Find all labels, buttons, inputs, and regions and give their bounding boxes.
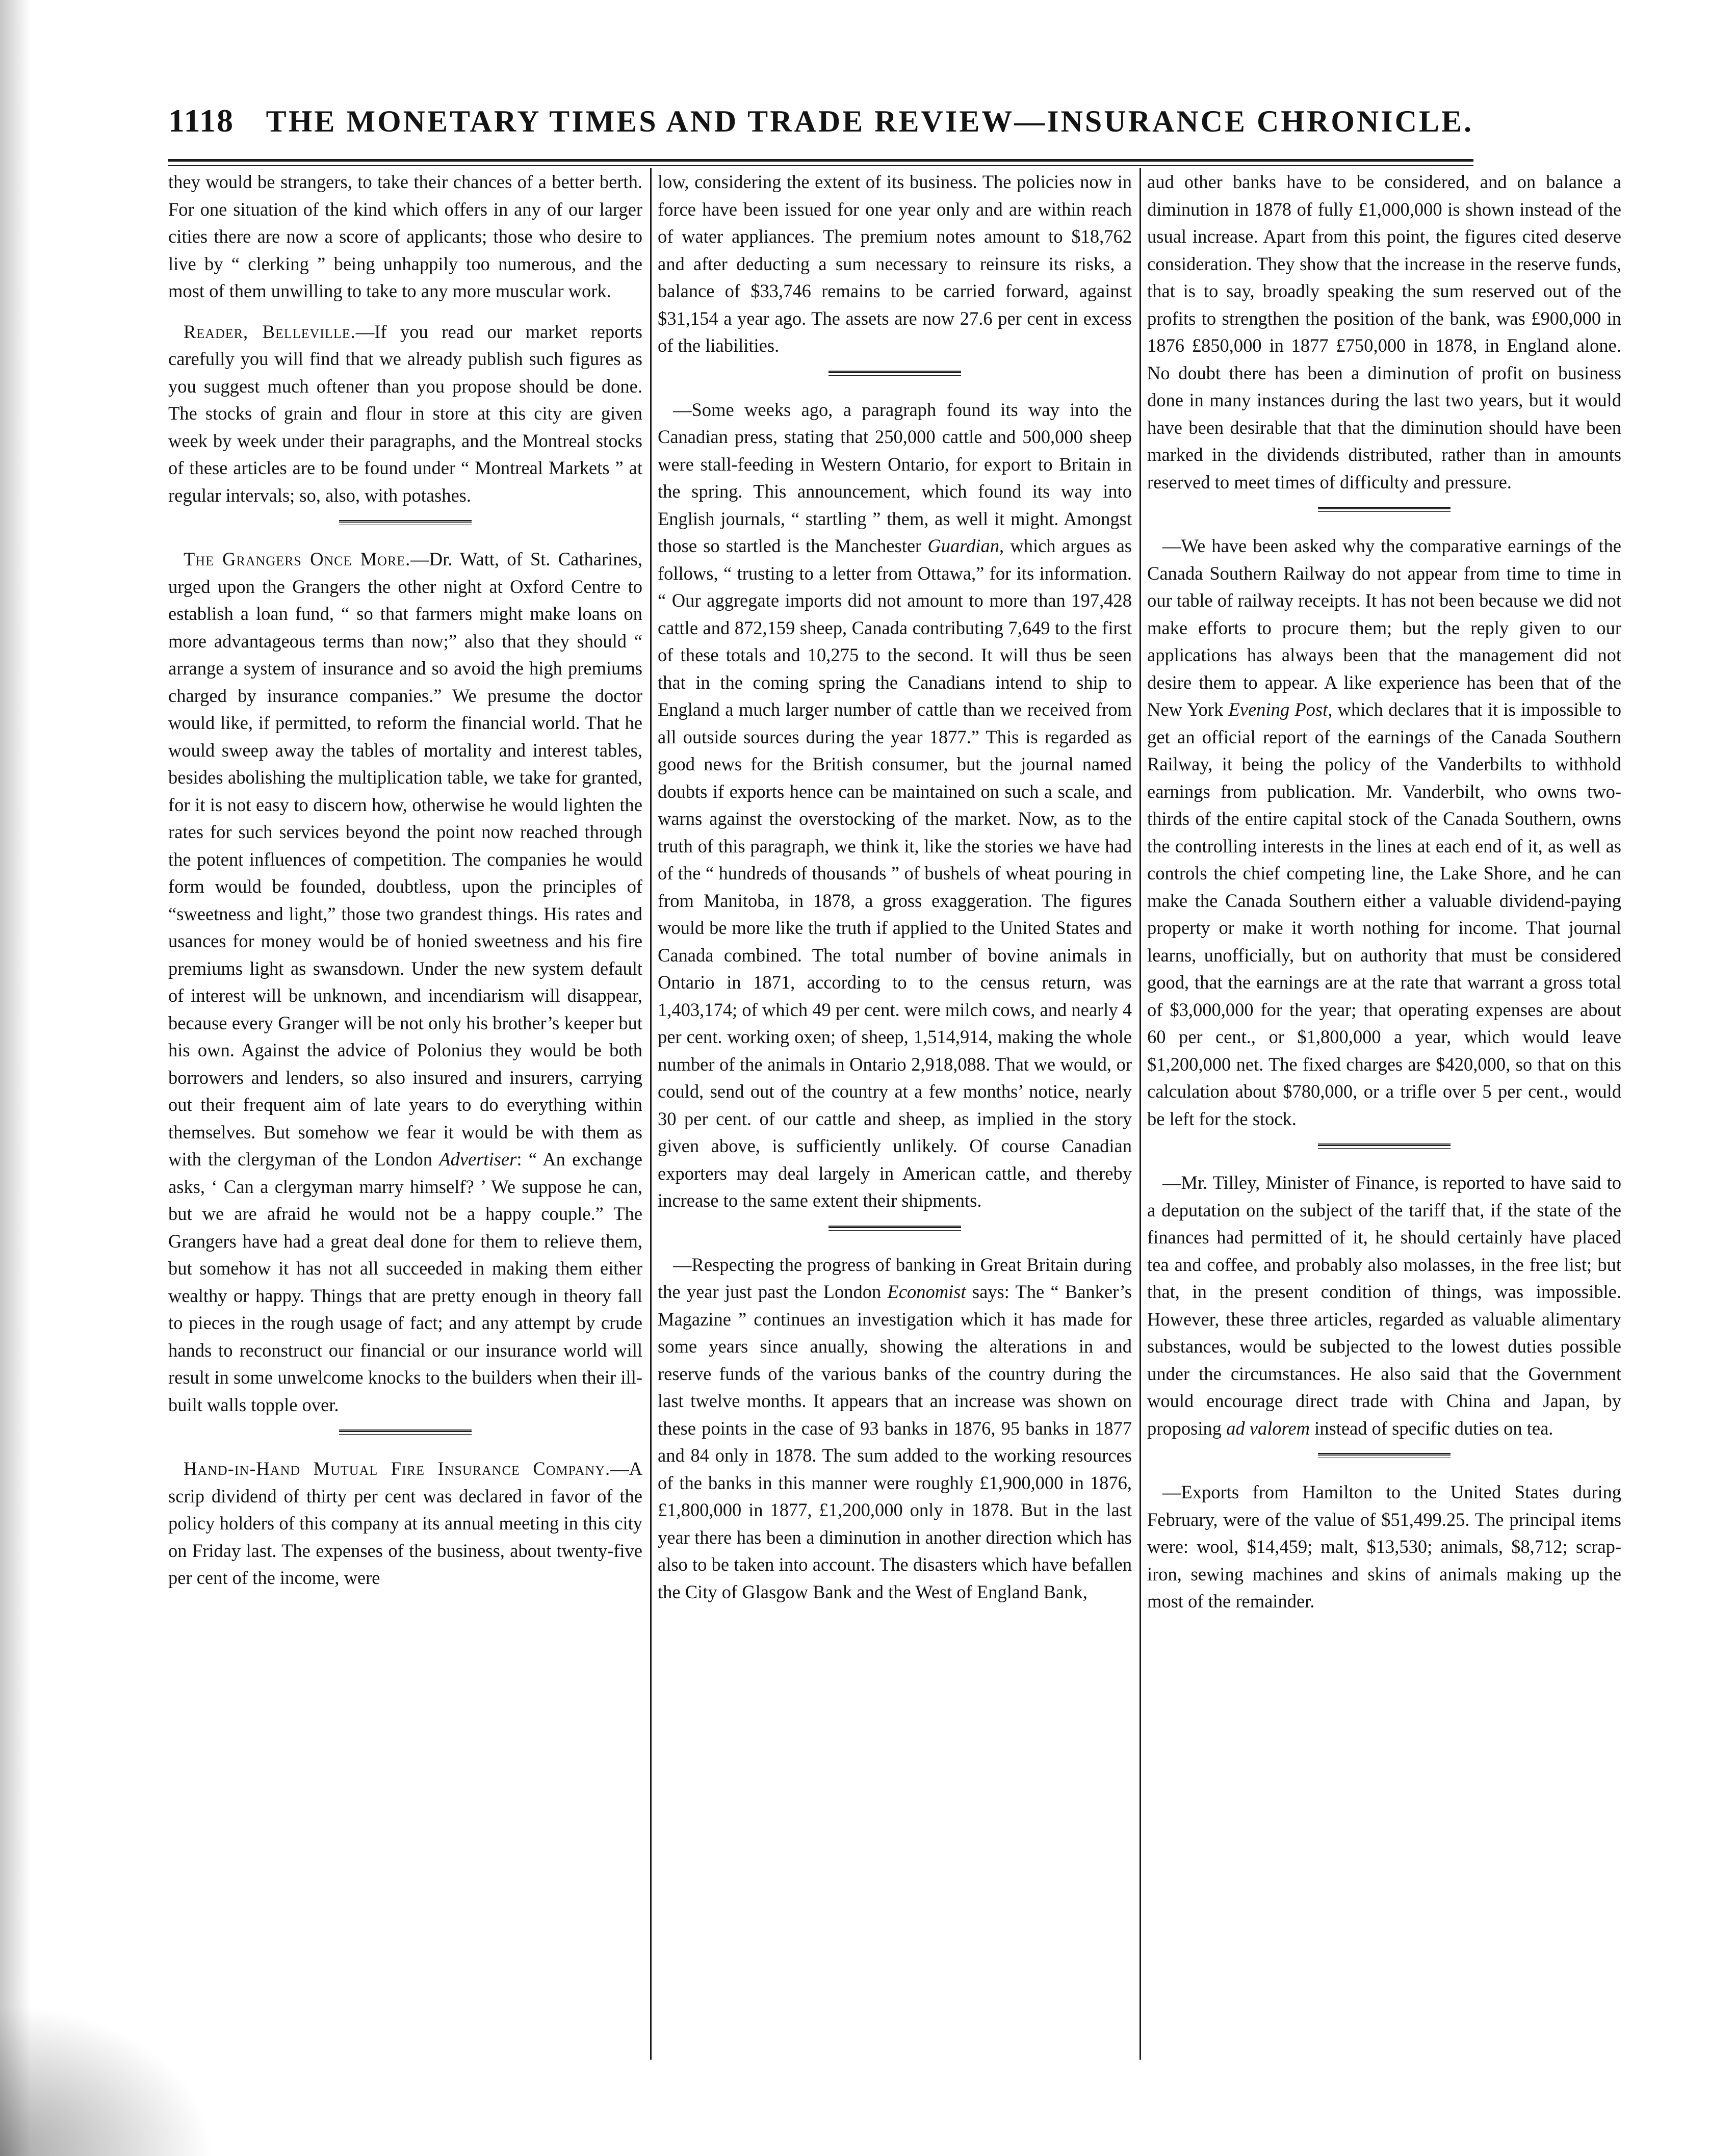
article-hand-in-hand-continued <box>658 168 1132 359</box>
article-tilley-tariff <box>1147 1169 1621 1442</box>
article-banking-continued <box>1147 168 1621 496</box>
article-separator <box>1318 1144 1451 1149</box>
article-body: aud other banks have to be considered, and on balance a diminution in 1878 of fully £1,000,000 is shown instead of the usual increase. Apart from this point, the figures cited deserve consideration. They show that the increase in the reserve funds, that is to say, broadly speaking the sum reserved out of the profits to strengthen the position of the bank, was £900,000 in 1876 £850,000 in 1877 £750,000 in 1878, in England alone. No doubt there has been a diminution of profit on business done in many instances during the last two years, but it would have been desirable that that the diminution should have been marked in the dividends distributed, rather than in amounts reserved to meet times of difficulty and pressure. <box>1147 171 1621 492</box>
article-body: —Some weeks ago, a paragraph found its way into the Canadian press, stating that 250,000 cattle and 500,000 sheep were stall-feeding in Western Ontario, for export to Britain in the spring. This announcement, which found its way into English journals, “ startling ” them, as well it might. Amongst those so startled is the Manchester Guardian, which argues as follows, “ trusting to a letter from Ottawa,” for its information. “ Our aggregate imports did not amount to more than 197,428 cattle and 872,159 sheep, Canada contributing 7,649 to the first of these totals and 10,275 to the second. It will thus be seen that in the coming spring the Canadians intend to ship to England a much larger number of cattle than we received from all outside sources during the year 1877.” This is regarded as good news for the British consumer, but the journal named doubts if exports hence can be maintained on such a scale, and warns against the overstocking of the market. Now, as to the truth of this paragraph, we think it, like the stories we have had of the “ hundreds of thousands ” of bushels of wheat pouring in from Manitoba, in 1878, a gross exaggeration. The figures would be more like the truth if applied to the United States and Canada combined. The total number of bovine animals in Ontario in 1871, according to to the census return, was 1,403,174; of which 49 per cent. were milch cows, and nearly 4 per cent. working oxen; of sheep, 1,514,914, making the whole number of the animals in Ontario 2,918,088. That we would, or could, send out of the country at a few months’ notice, nearly 30 per cent. of our cattle and sheep, as implied in the story given above, is sufficiently unlikely. Of course Canadian exporters may deal largely in American cattle, and thereby increase to the same extent their shipments. <box>658 399 1132 1211</box>
article-body: —Respecting the progress of banking in Great Britain during the year just past the London Economist says: The “ Banker’s Magazine ” continues an investigation which it has made for some years since anually, showing the alterations in and reserve funds of the various banks of the country during the last twelve months. It appears that an increase was shown on these points in the case of 93 banks in 1876, 95 banks in 1877 and 84 only in 1878. The sum added to the working resources of the banks in this manner were roughly £1,900,000 in 1876, £1,800,000 in 1877, £1,200,000 only in 1878. But in the last year there has been a diminution in another direction which has also to be taken into account. The disasters which have befallen the City of Glasgow Bank and the West of England Bank, <box>658 1254 1132 1602</box>
scan-edge-shadow <box>0 0 31 2156</box>
article-separator <box>828 1226 961 1231</box>
column-3 <box>1147 168 1621 2065</box>
article-separator <box>828 371 961 376</box>
publication-name: Economist <box>887 1281 966 1302</box>
column-2 <box>658 168 1132 2065</box>
article-reader-belleville <box>168 318 642 509</box>
article-body: —We have been asked why the comparative earnings of the Canada Southern Railway do not appear from time to time in our table of railway receipts. It has not been because we did not make efforts to procure them; but the reply given to our applications has always been that the management did not desire them to appear. A like experience has been that of the New York Evening Post, which declares that it is impossible to get an official report of the earnings of the Canada Southern Railway, it being the policy of the Vanderbilts to withhold earnings from publication. Mr. Vanderbilt, who owns two-thirds of the entire capital stock of the Canada Southern, owns the controlling interests in the lines at each end of it, as well as controls the chief competing line, the Lake Shore, and he can make the Canada Southern either a valuable dividend-paying property or make it worth nothing for income. That journal learns, unofficially, but on authority that must be considered good, that the earnings are at the rate that warrant a gross total of $3,000,000 for the year; that operating expenses are about 60 per cent., or $1,800,000 a year, which would leave $1,200,000 net. The fixed charges are $420,000, so that on this calculation about $780,000, or a trifle over 5 per cent., would be left for the stock. <box>1147 535 1621 1129</box>
article-body: Hand-in-Hand Mutual Fire Insurance Company.—A scrip dividend of thirty per cent was declared in favor of the policy holders of this company at its annual meeting in this city on Friday last. The expenses of the business, about twenty-five per cent of the income, were <box>168 1458 642 1588</box>
latin-phrase: ad valorem <box>1226 1417 1310 1439</box>
article-body: —Exports from Hamilton to the United States during February, were of the value of $51,499.25. The principal items were: wool, $14,459; malt, $13,530; animals, $8,712; scrap-iron, sewing machines and skins of animals making up the most of the remainder. <box>1147 1482 1621 1612</box>
header-rule-thick <box>168 159 1473 162</box>
column-1 <box>168 168 642 2065</box>
page-number: 1118 <box>168 102 234 139</box>
publication-name: Guardian <box>927 535 1000 556</box>
article-lead: Reader, Belleville. <box>184 321 356 342</box>
article-separator <box>339 520 472 525</box>
article-separator <box>339 1430 472 1435</box>
article-lead: The Grangers Once More. <box>184 549 411 569</box>
article-hand-in-hand <box>168 1455 642 1592</box>
running-head: THE MONETARY TIMES AND TRADE REVIEW—INSURANCE CHRONICLE. <box>266 105 1473 138</box>
page-header <box>168 102 1473 158</box>
article-body: low, considering the extent of its business. The policies now in force have been issued for one year only and are within reach of water appliances. The premium notes amount to $18,762 and after deducting a sum necessary to reinsure its risks, a balance of $33,746 remains to be carried forward, against $31,154 a year ago. The assets are now 27.6 per cent in excess of the liabilities. <box>658 171 1132 356</box>
article-canada-southern <box>1147 532 1621 1132</box>
article-body: The Grangers Once More.—Dr. Watt, of St. Catharines, urged upon the Grangers the other night at Oxford Centre to establish a loan fund, “ so that farmers might make loans on more advantageous terms than now;” also that they should “ arrange a system of insurance and so avoid the high premiums charged by insurance companies.” We presume the doctor would like, if permitted, to reform the financial world. That he would sweep away the tables of mortality and interest tables, besides abolishing the multiplication table, we take for granted, for it is not easy to discern how, otherwise he would lighten the rates for such services beyond the point now reached through the potent influences of competition. The companies he would form would be founded, doubtless, upon the principles of “sweetness and light,” those two grandest things. His rates and usances for money would be of honied sweetness and his fire premiums light as swansdown. Under the new system default of interest will be unknown, and incendiarism will disappear, because every Granger will be not only his brother’s keeper but his own. Against the advice of Polonius they would be both borrowers and lenders, so also insured and insurers, carrying out their frequent aim of late years to do everything within themselves. But somehow we fear it would be with them as with the clergyman of the London Advertiser: “ An exchange asks, ‘ Can a clergyman marry himself? ’ We suppose he can, but we are afraid he would not be a happy couple.” The Grangers have had a great deal done for them to relieve them, but somehow it has not all succeeded in making them either wealthy or happy. Things that are pretty enough in theory fall to pieces in the rough usage of fact; and any attempt by crude hands to reconstruct our financial or our insurance world will result in some unwelcome knocks to the builders when their ill-built walls topple over. <box>168 549 642 1415</box>
article-continued-clerking <box>168 168 642 305</box>
article-body: they would be strangers, to take their chances of a better berth. For one situation of the kind which offers in any of our larger cities there are now a score of applicants; those who desire to live by “ clerking ” being unhappily too numerous, and the most of them unwilling to take to any more muscular work. <box>168 171 642 301</box>
column-rule <box>1140 168 1141 2060</box>
article-hamilton-exports <box>1147 1478 1621 1615</box>
article-body: Reader, Belleville.—If you read our market reports carefully you will find that we already publish such figures as you suggest much oftener than you propose should be done. The stocks of grain and flour in store at this city are given week by week under their paragraphs, and the Montreal stocks of these articles are to be found under “ Montreal Markets ” at regular intervals; so, also, with potashes. <box>168 321 642 506</box>
article-banking-great-britain <box>658 1251 1132 1606</box>
article-separator <box>1318 507 1451 512</box>
publication-name: Advertiser <box>439 1149 517 1170</box>
column-rule <box>650 168 652 2060</box>
article-grangers-once-more <box>168 546 642 1418</box>
article-separator <box>1318 1453 1451 1458</box>
header-rule-thin <box>168 165 1473 166</box>
article-lead: Hand-in-Hand Mutual Fire Insurance Company. <box>184 1458 611 1479</box>
article-body: —Mr. Tilley, Minister of Finance, is reported to have said to a deputation on the subject of the tariff that, if the state of the finances had permitted of it, he should certainly have placed tea and coffee, and probably also molasses, in the free list; but that, in the present condition of things, was impossible. However, these three articles, regarded as valuable alimentary substances, would be subjected to the lowest duties possible under the circumstances. He also said that the Government would encourage direct trade with China and Japan, by proposing ad valorem instead of specific duties on tea. <box>1147 1172 1621 1439</box>
article-cattle-export <box>658 396 1132 1214</box>
publication-name: Evening Post <box>1228 699 1328 720</box>
